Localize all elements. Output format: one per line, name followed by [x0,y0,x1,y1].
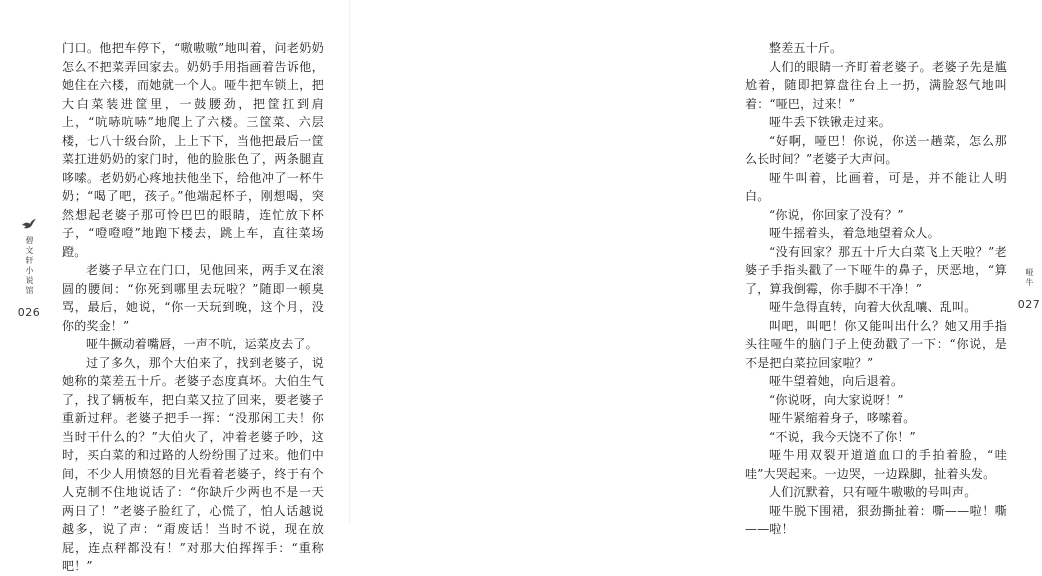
left-margin-mark [16,218,42,319]
dove-icon [21,218,37,230]
paragraph: 老婆子早立在门口，见他回来，两手叉在滚圆的腰间：“你死到哪里去玩啦？”随即一顿臭骂，最后，她说，“你一天玩到晚，这个月，没你的奖金！” [62,263,324,333]
paragraph: “好啊，哑巴！你说，你送一趟菜，怎么那么长时间？”老婆子大声问。 [745,133,1007,166]
paragraph: 过了多久，那个大伯来了，找到老婆子，说她称的菜差五十斤。老婆子态度真坏。大伯生气了，找了辆板车，把白菜又拉了回来，要老婆子重新过秤。老婆子把手一挥：“没那闲工夫！你当时干什么的？”大伯火了，冲着老婆子吵，这时，买白菜的和过路的人纷纷围了过来。他们中间，不少人用愤怒的目光看着老婆子，终于有个人克制不住地说话了：“你缺斤少两也不是一天两日了！”老婆子脸红了，心慌了，怕人话越说越多，说了声：“甭废话！当时不说，现在放屁，连点秤都没有！”对那大伯挥挥手：“重称吧！” [62,355,324,573]
paragraph: 哑牛望着她，向后退着。 [769,374,904,388]
paragraph: 哑牛撅动着嘴唇，一声不吭，运菜皮去了。 [86,337,318,351]
paragraph: 哑牛摇着头，着急地望着众人。 [769,226,940,240]
paragraph: 整差五十斤。 [769,41,843,55]
series-label: 碧文轩小说馆 [25,236,34,296]
paragraph: 人们的眼睛一齐盯着老婆子。老婆子先是尴尬着，随即把算盘往台上一扔，满脸怒气地叫着：“哑巴，过来！” [745,59,1007,111]
right-page [350,0,1041,536]
left-text-block [62,39,324,576]
left-page [0,0,350,573]
running-title: 哑牛 [1025,268,1034,288]
paragraph: 人们沉默着，只有哑牛嗷嗷的号叫声。 [769,485,977,499]
paragraph: 哑牛叫着，比画着，可是，并不能让人明白。 [745,170,1007,203]
paragraph: “没有回家？那五十斤大白菜飞上天啦？”老婆子手指头戳了一下哑牛的鼻子，厌恶地，“算了，算我倒霉，你手脚不干净！” [745,244,1007,296]
paragraph: 哑牛丢下铁锹走过来。 [769,115,892,129]
page-number-right: 027 [1017,298,1041,311]
paragraph: 叫吧，叫吧！你又能叫出什么？她又用手指头往哑牛的脑门子上使劲戳了一下：“你说，是不是把白菜拉回家啦？” [745,318,1007,370]
paragraph: 门口。他把车停下，“嗷嗷嗷”地叫着，问老奶奶怎么不把菜弄回家去。奶奶手用指画着告诉他，她住在六楼，而她就一个人。哑牛把车锁上，把大白菜装进筐里，一鼓腰劲，把筐扛到肩上，“吭哧吭哧”地爬上了六楼。三筐菜、六层楼，七八十级台阶，上上下下，当他把最后一筐菜扛进奶奶的家门时，他的脸胀色了，两条腿直哆嗦。老奶奶心疼地扶他坐下，给他冲了一杯牛奶；“喝了吧，孩子。”他端起杯子，刚想喝，突然想起老婆子那可怜巴巴的眼睛，连忙放下杯子，“噔噔噔”地跑下楼去，跳上车，直往菜场蹬。 [62,41,324,259]
page-number-left: 026 [17,306,41,319]
paragraph: “你说呀，向大家说呀！” [769,392,904,407]
paragraph: 哑牛用双裂开道道血口的手拍着脸，“哇哇”大哭起来。一边哭，一边跺脚，扯着头发。 [745,448,1007,481]
right-text-block [745,39,1007,539]
paragraph: 哑牛紧缩着身子，哆嗦着。 [769,411,916,425]
paragraph: “你说，你回家了没有？” [769,207,904,222]
paragraph: 哑牛急得直转，向着大伙乱嚷、乱叫。 [769,300,977,314]
paragraph: “不说，我今天饶不了你！” [769,429,916,444]
right-margin-mark [1016,268,1042,311]
paragraph: 哑牛脱下围裙，狠劲撕扯着：嘶——啦！嘶——啦！ [745,503,1007,536]
